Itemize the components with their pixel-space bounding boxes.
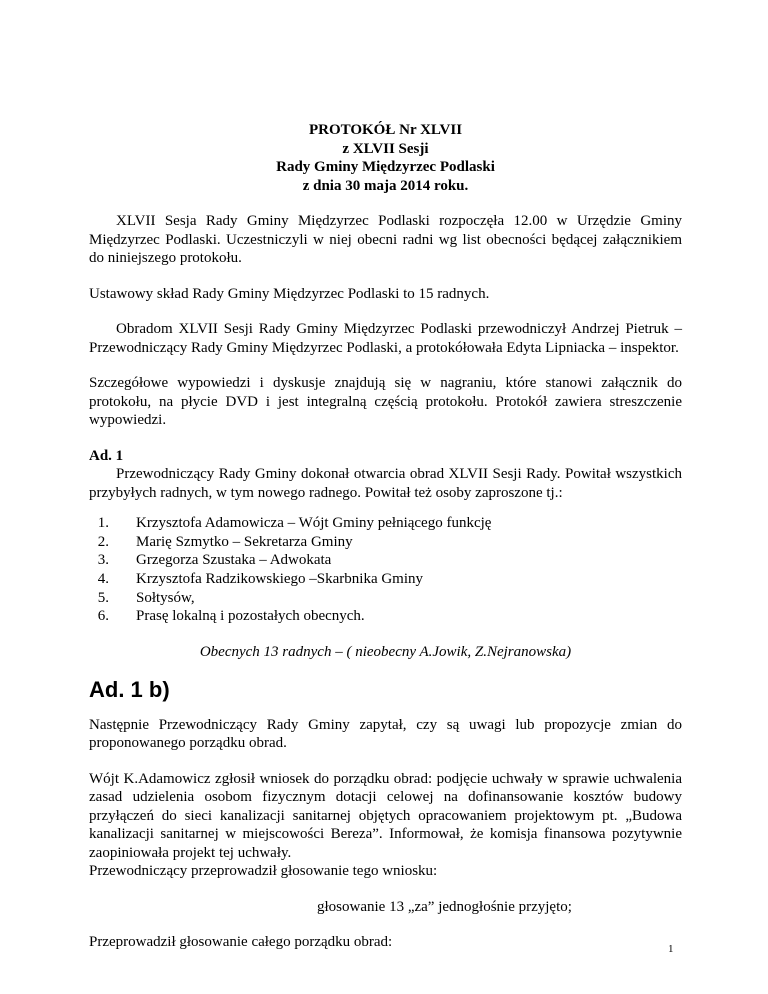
list-item-text: Marię Szmytko – Sekretarza Gminy	[136, 533, 353, 550]
document-title	[89, 121, 682, 195]
list-item-text: Prasę lokalną i pozostałych obecnych.	[136, 608, 365, 625]
ad1b-paragraph-question: Następnie Przewodniczący Rady Gminy zapytał, czy są uwagi lub propozycje zmian do proponowanego porządku obrad.	[89, 716, 682, 752]
list-item	[89, 533, 682, 552]
title-line-session: z XLVII Sesji	[342, 140, 429, 157]
attendance-note: Obecnych 13 radnych – ( nieobecny A.Jowik, Z.Nejranowska)	[199, 644, 572, 661]
list-item-number: 5.	[97, 589, 109, 606]
list-item-number: 4.	[97, 571, 109, 588]
page-number: 1	[668, 943, 674, 955]
ad1b-paragraph-agenda-vote: Przeprowadził głosowanie całego porządku obrad:	[89, 934, 393, 951]
list-item-number: 2.	[97, 533, 109, 550]
list-item	[89, 570, 682, 589]
intro-paragraph-recording: Szczegółowe wypowiedzi i dyskusje znajdują się w nagraniu, które stanowi załącznik do protokołu, na płycie DVD i jest integralną częścią protokołu. Protokół zawiera streszczenie wypowiedzi.	[89, 375, 682, 428]
title-line-council: Rady Gminy Międzyrzec Podlaski	[276, 159, 495, 175]
list-item-text: Sołtysów,	[136, 589, 195, 606]
intro-paragraph-opening: XLVII Sesja Rady Gminy Międzyrzec Podlaski rozpoczęła 12.00 w Urzędzie Gminy Międzyrzec Podlaski. Uczestniczyli w niej obecni radni wg list obecności będącej załącznikiem do niniejszego protokołu.	[89, 213, 682, 266]
list-item-number: 1.	[97, 515, 109, 531]
guest-list	[89, 514, 682, 626]
ad1b-paragraph-vote-intro: Przewodniczący przeprowadził głosowanie tego wniosku:	[89, 863, 438, 880]
list-item-text: Krzysztofa Adamowicza – Wójt Gminy pełniącego funkcję	[136, 515, 492, 531]
ad1-paragraph: Przewodniczący Rady Gminy dokonał otwarcia obrad XLVII Sesji Rady. Powitał wszystkich przybyłych radnych, w tym nowego radnego. Powitał też osoby zaproszone tj.:	[89, 466, 682, 501]
list-item-number: 3.	[97, 552, 109, 569]
document-body	[89, 121, 682, 952]
list-item-text: Krzysztofa Radzikowskiego –Skarbnika Gminy	[136, 571, 424, 588]
list-item-number: 6.	[97, 608, 109, 625]
vote-result: głosowanie 13 „za” jednogłośnie przyjęto;	[317, 898, 572, 915]
list-item	[89, 589, 682, 608]
list-item	[89, 551, 682, 570]
intro-paragraph-chair: Obradom XLVII Sesji Rady Gminy Międzyrzec Podlaski przewodniczył Andrzej Pietruk – Przewodniczący Rady Gminy Międzyrzec Podlaski, a protokółowała Edyta Lipniacka – inspektor.	[89, 321, 682, 356]
title-line-date: z dnia 30 maja 2014 roku.	[302, 177, 469, 194]
intro-paragraph-composition: Ustawowy skład Rady Gminy Międzyrzec Podlaski to 15 radnych.	[89, 285, 490, 302]
section-heading-ad1b: Ad. 1 b)	[89, 676, 170, 702]
list-item	[89, 607, 682, 626]
ad1b-paragraph-motion: Wójt K.Adamowicz zgłosił wniosek do porządku obrad: podjęcie uchwały w sprawie uchwalenia zasad udzielenia osobom fizycznym dotacji celowej na dofinansowanie kosztów budowy przyłączeń do sieci kanalizacji sanitarnej objętych opracowaniem projektowym pt. „Budowa kanalizacji sanitarnej w miejscowości Bereza”. Informował, że komisja finansowa pozytywnie zaopiniowała projekt tej uchwały.	[89, 770, 682, 861]
list-item-text: Grzegorza Szustaka – Adwokata	[136, 552, 332, 569]
title-line-protocol: PROTOKÓŁ Nr XLVII	[308, 122, 463, 138]
list-item	[89, 514, 682, 533]
section-heading-ad1: Ad. 1	[89, 447, 124, 464]
